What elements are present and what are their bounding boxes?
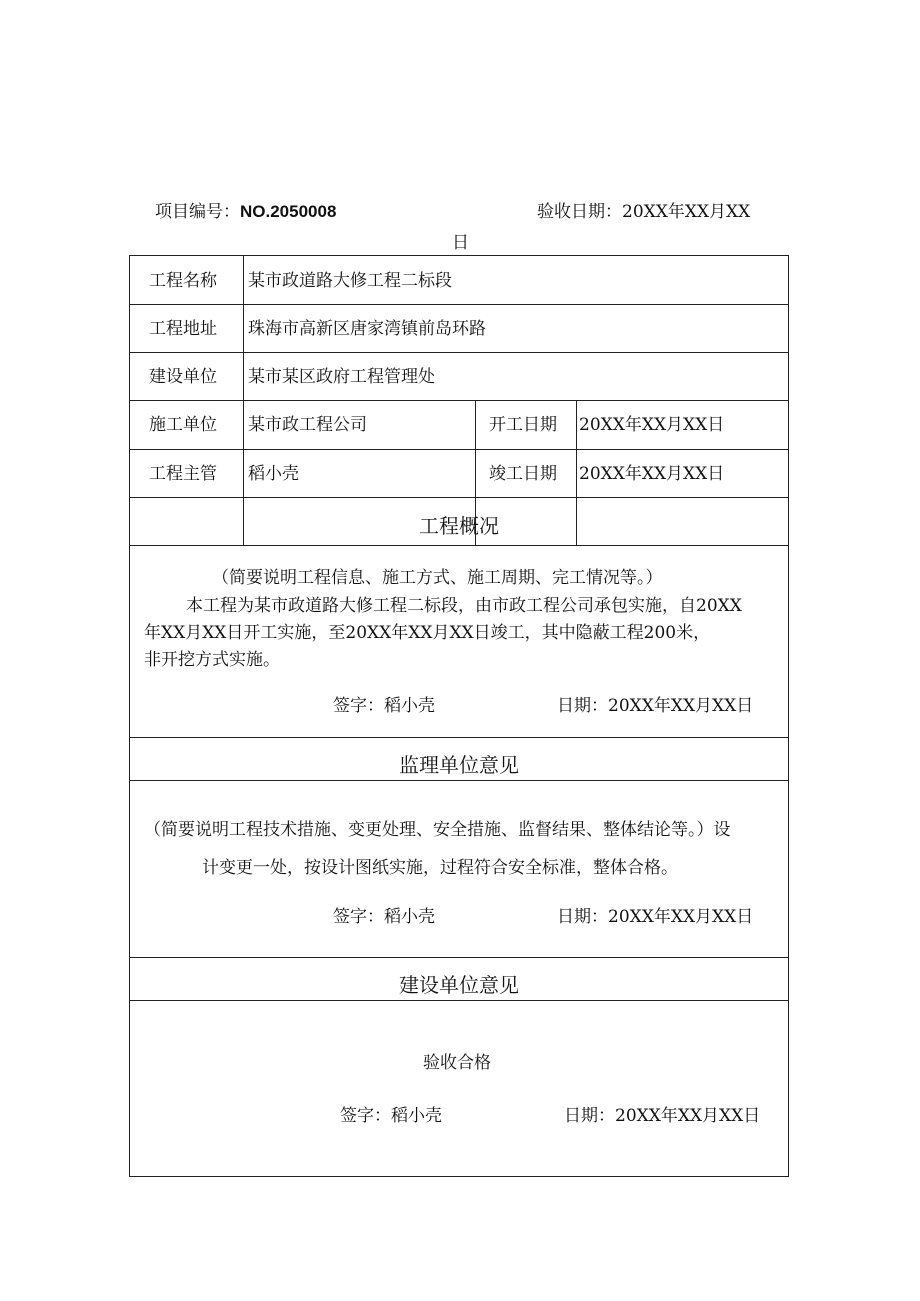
supervision-signature: 签字：稻小壳 [333,907,435,927]
project-address-label: 工程地址 [149,319,217,339]
construction-opinion: 验收合格 [423,1053,491,1073]
supervision-date: 日期：20XX年XX月XX日 [557,907,754,927]
overview-line-2: 年XX月XX日开工实施，至20XX年XX月XX日竣工，其中隐蔽工程200米， [144,623,711,643]
overview-line-3: 非开挖方式实施。 [144,650,280,670]
manager-label: 工程主管 [149,464,217,484]
project-number [155,197,336,222]
completion-date-label: 竣工日期 [489,464,557,484]
acceptance-date-value: 20XX年XX月XX [622,202,751,222]
supervision-title: 监理单位意见 [399,753,519,777]
contractor-value: 某市政工程公司 [248,415,367,435]
project-number-value: NO.2050008 [240,202,337,221]
acceptance-form-table [129,255,789,1177]
project-number-label: 项目编号： [155,202,240,222]
overview-date: 日期：20XX年XX月XX日 [557,696,754,716]
start-date-label: 开工日期 [489,415,557,435]
start-date-value: 20XX年XX月XX日 [579,415,725,435]
developer-value: 某市某区政府工程管理处 [248,367,435,387]
construction-title: 建设单位意见 [399,973,519,997]
acceptance-date-wrap: 日 [452,233,469,253]
overview-line-1: 本工程为某市政道路大修工程二标段，由市政工程公司承包实施，自20XX [186,596,742,616]
acceptance-date-label: 验收日期： [537,202,622,222]
overview-signature: 签字：稻小壳 [333,696,435,716]
project-name-label: 工程名称 [149,271,217,291]
overview-hint: （简要说明工程信息、施工方式、施工周期、完工情况等。） [212,568,663,588]
project-name-value: 某市政道路大修工程二标段 [248,271,452,291]
overview-title: 工程概况 [419,514,499,538]
supervision-line-2: 计变更一处，按设计图纸实施，过程符合安全标准，整体合格。 [202,858,678,878]
construction-date: 日期：20XX年XX月XX日 [564,1106,761,1126]
project-address-value: 珠海市高新区唐家湾镇前岛环路 [248,319,486,339]
manager-value: 稻小壳 [248,464,299,484]
completion-date-value: 20XX年XX月XX日 [579,464,725,484]
developer-label: 建设单位 [149,367,217,387]
acceptance-date [537,197,750,222]
construction-signature: 签字：稻小壳 [340,1106,442,1126]
supervision-line-1: （简要说明工程技术措施、变更处理、安全措施、监督结果、整体结论等。）设 [144,820,731,840]
contractor-label: 施工单位 [149,415,217,435]
